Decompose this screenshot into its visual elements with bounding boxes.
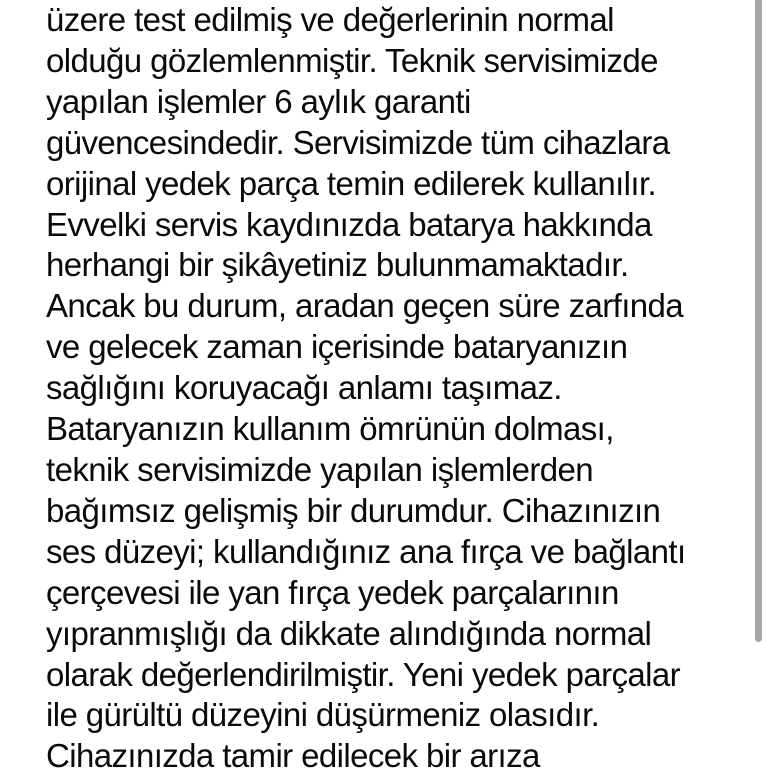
text-line: orijinal yedek parça temin edilerek kullanılır. xyxy=(46,164,657,202)
text-line: olarak değerlendirilmiştir. Yeni yedek parçalar xyxy=(46,655,680,693)
text-line: çerçevesi ile yan fırça yedek parçalarının xyxy=(46,573,619,611)
text-line: üzere test edilmiş ve değerlerinin normal xyxy=(46,1,614,38)
text-line: bağımsız gelişmiş bir durumdur. Cihazınızın xyxy=(46,491,661,529)
text-line: güvencesindedir. Servisimizde tüm cihazlara xyxy=(46,123,670,161)
text-line: sağlığını koruyacağı anlamı taşımaz. xyxy=(46,369,562,407)
text-line: ile gürültü düzeyini düşürmeniz olasıdır. xyxy=(46,696,600,734)
text-line: Bataryanızın kullanım ömrünün dolması, xyxy=(46,410,614,448)
text-line: herhangi bir şikâyetiniz bulunmamaktadır. xyxy=(46,246,629,284)
text-line: Ancak bu durum, aradan geçen süre zarfında xyxy=(46,287,684,325)
text-line: teknik servisimizde yapılan işlemlerden xyxy=(46,450,593,488)
text-line: ses düzeyi; kullandığınız ana fırça ve bağlantı xyxy=(46,532,686,570)
text-line: Evvelki servis kaydınızda batarya hakkında xyxy=(46,205,652,243)
document-text xyxy=(46,0,758,768)
text-line: yıpranmışlığı da dikkate alındığında normal xyxy=(46,614,652,652)
text-line: olduğu gözlemlenmiştir. Teknik servisimizde xyxy=(46,41,658,79)
scrollbar-thumb[interactable] xyxy=(755,0,762,642)
text-line: Cihazınızda tamir edilecek bir arıza xyxy=(46,737,540,768)
text-line: ve gelecek zaman içerisinde bataryanızın xyxy=(46,328,628,366)
text-line: yapılan işlemler 6 aylık garanti xyxy=(46,82,471,120)
